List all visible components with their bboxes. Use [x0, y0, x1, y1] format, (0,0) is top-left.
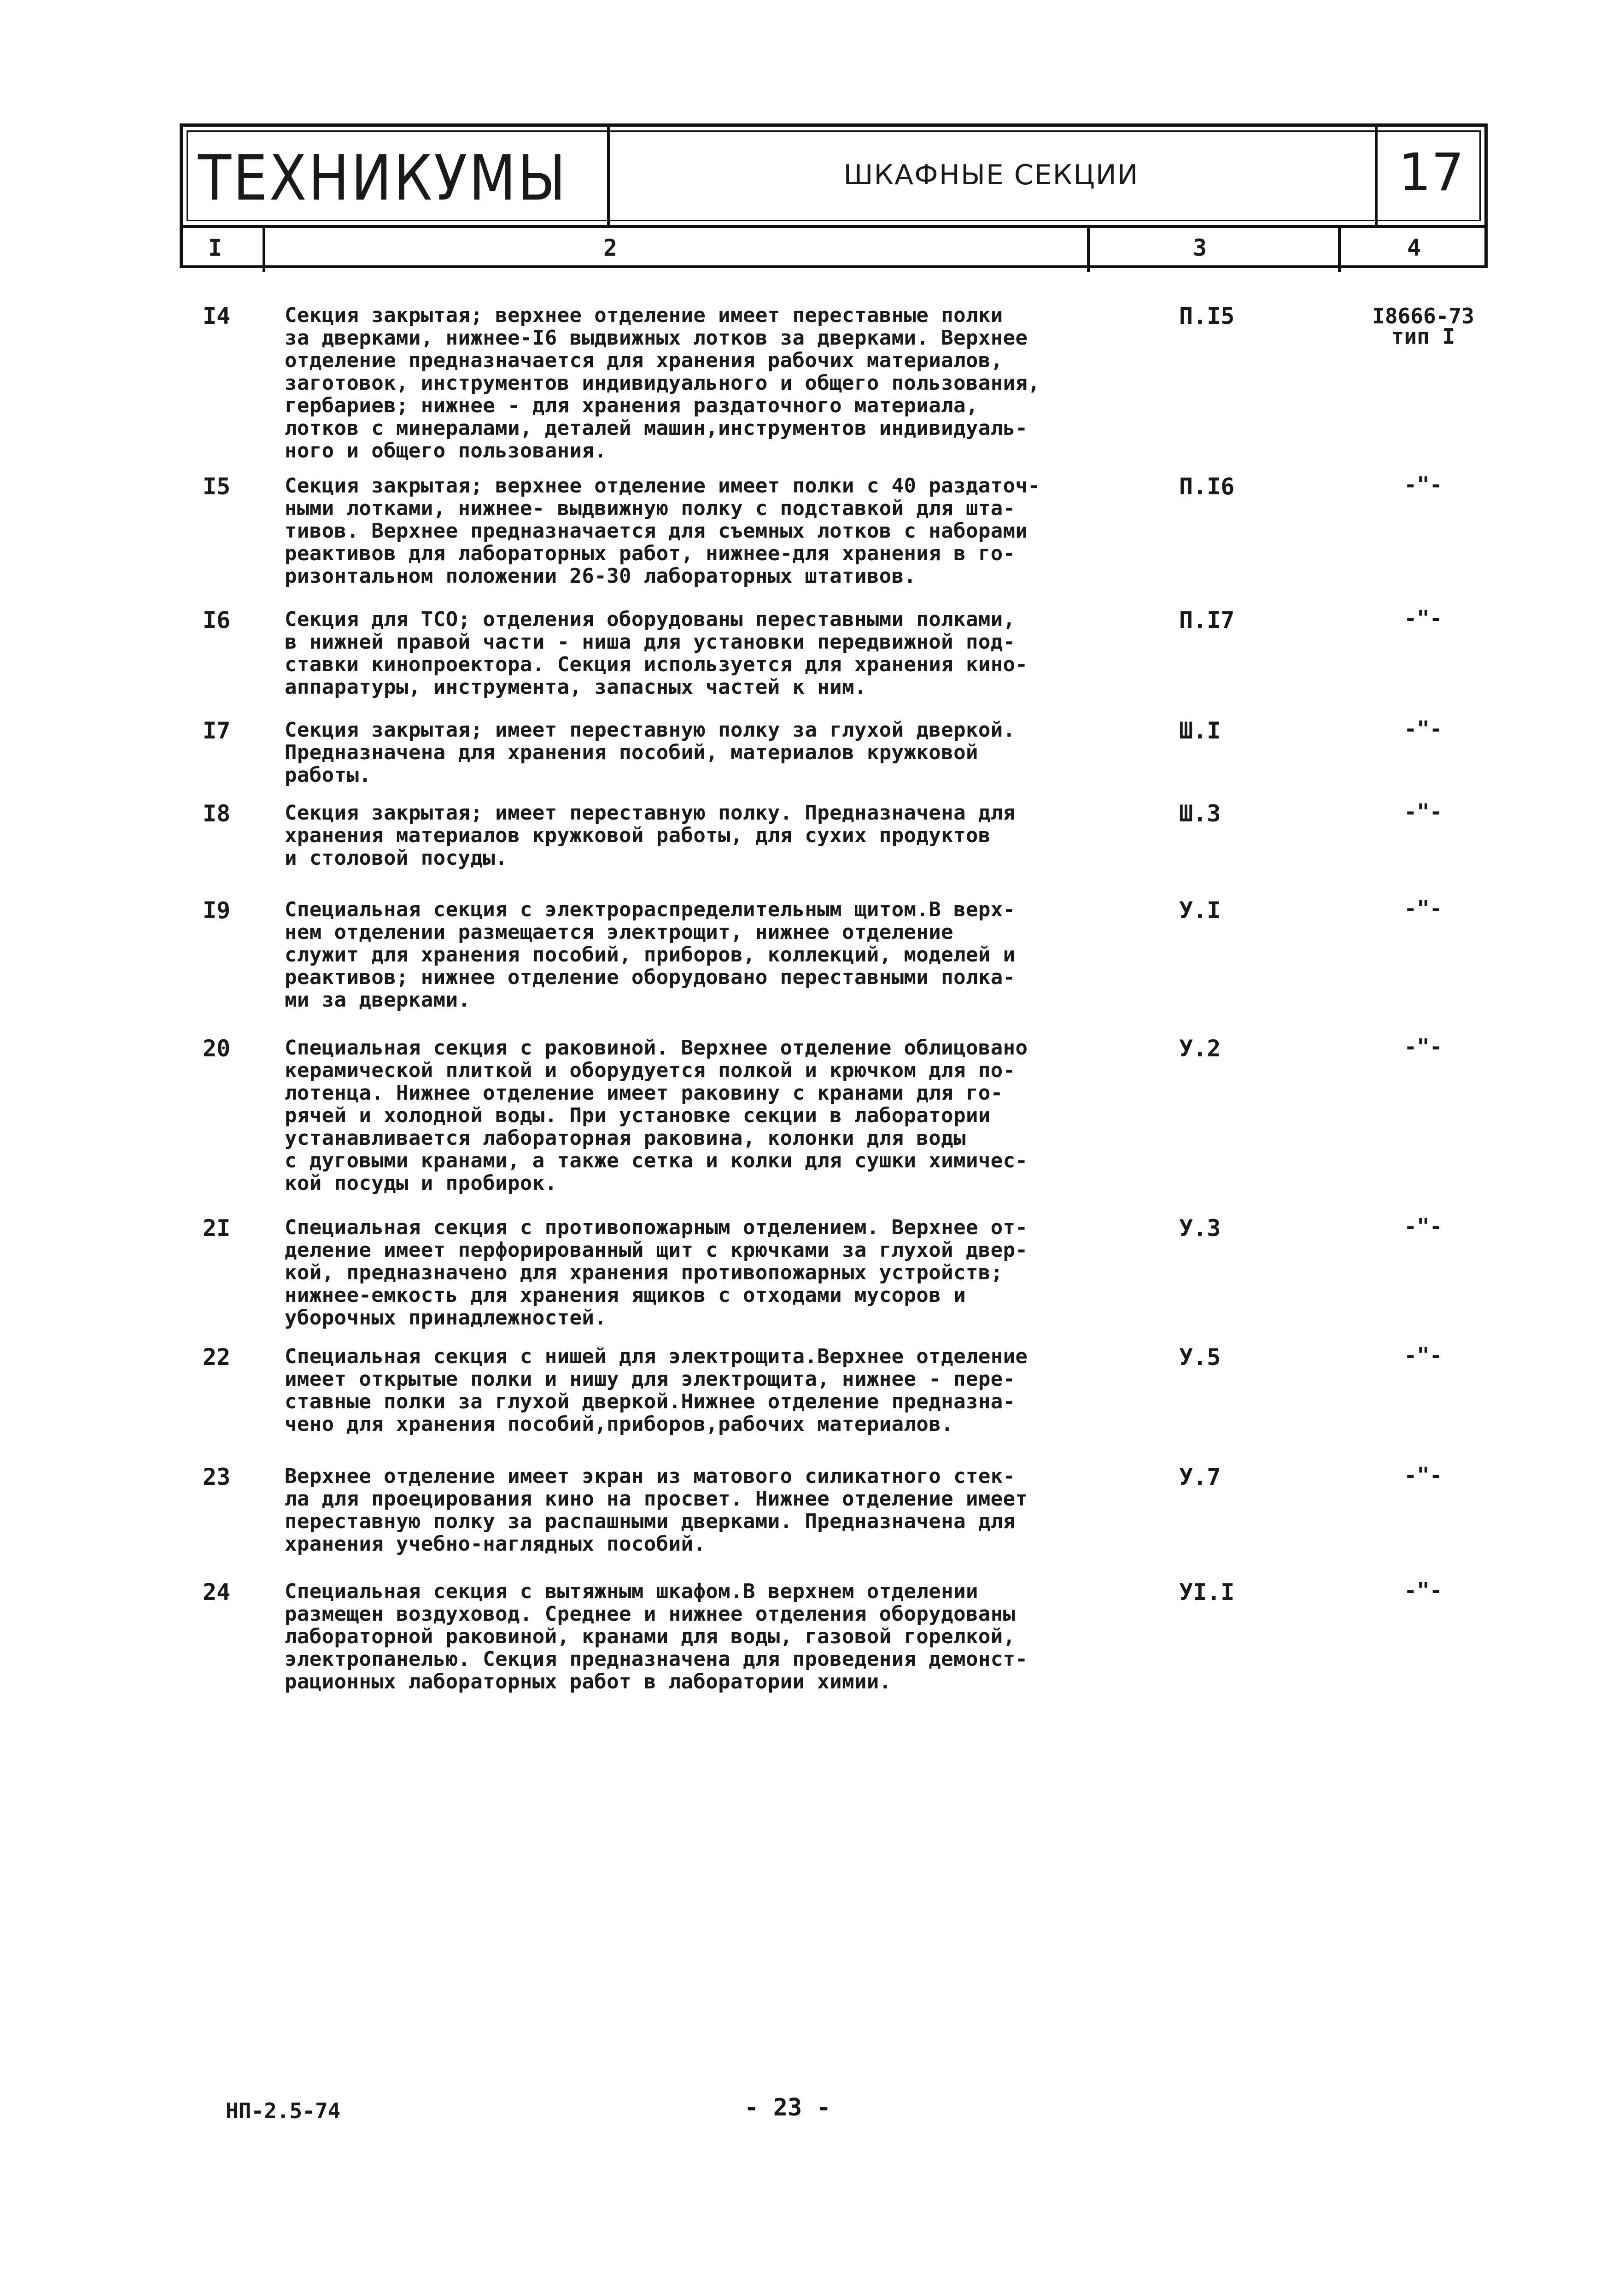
col-divider-1 [263, 226, 265, 272]
row-standard: I8666-73 тип I [1372, 304, 1474, 349]
row-reference: У.I [1179, 897, 1221, 924]
row-number: I7 [203, 717, 231, 744]
row-description: Специальная секция с электрораспределительным щитом.В верх- нем отделении размещается электрощит, нижнее отделение служит для хранения пособий, приборов, коллекций, моделей и реактивов; нижнее отделение оборудовано переставными полка- ми за дверками. [285, 898, 1016, 1012]
row-reference: П.I7 [1179, 607, 1235, 633]
column-number-3: 3 [1193, 234, 1207, 261]
row-number: 22 [203, 1344, 231, 1371]
row-description: Специальная секция с вытяжным шкафом.В верхнем отделении размещен воздуховод. Среднее и нижнее отделения оборудованы лабораторной раковиной, кранами для воды, газовой горелкой, электропанелью. Секция предназначена для проведения демонст- рационных лабораторных работ в лаборатории химии. [285, 1580, 1028, 1693]
row-number: I9 [203, 897, 231, 924]
document-title: ТЕХНИКУМЫ [198, 141, 568, 215]
row-reference: У.5 [1179, 1344, 1221, 1371]
row-standard: -"- [1404, 472, 1443, 497]
row-description: Секция закрытая; верхнее отделение имеет переставные полки за дверками, нижнее-I6 выдвижных лотков за дверками. Верхнее отделение предназначается для хранения рабочих материалов, заготовок, инструментов индивидуального и общего пользования, гербариев; нижнее - для хранения раздаточного материала, лотков с минералами, деталей машин,инструментов индивидуаль- ного и общего пользования. [285, 304, 1040, 463]
column-number-row [180, 226, 1488, 268]
row-standard: -"- [1404, 799, 1443, 824]
column-number-2: 2 [603, 234, 618, 261]
row-standard: -"- [1404, 1034, 1443, 1059]
row-standard: -"- [1404, 716, 1443, 741]
row-description: Специальная секция с раковиной. Верхнее отделение облицовано керамической плиткой и оборудуется полкой и крючком для по- лотенца. Нижнее отделение имеет раковину с кранами для го- рячей и холодной воды. При установке секции в лаборатории устанавливается лабораторная раковина, колонки для воды с дуговыми кранами, а также сетка и колки для сушки химичес- кой посуды и пробирок. [285, 1036, 1028, 1195]
row-number: I8 [203, 800, 231, 827]
page-number: - 23 - [744, 2094, 831, 2121]
row-description: Секция для ТСО; отделения оборудованы переставными полками, в нижней правой части - ниша для установки передвижной под- ставки кинопроектора. Секция используется для хранения кино- аппаратуры, инструмента, запасных частей к ним. [285, 608, 1028, 699]
row-number: 23 [203, 1464, 231, 1490]
col-divider-3 [1338, 226, 1341, 272]
row-description: Секция закрытая; имеет переставную полку. Предназначена для хранения материалов кружковой работы, для сухих продуктов и столовой посуды. [285, 801, 1016, 870]
document-code: НП-2.5-74 [226, 2098, 341, 2123]
row-description: Секция закрытая; имеет переставную полку за глухой дверкой. Предназначена для хранения пособий, материалов кружковой работы. [285, 718, 1016, 787]
row-description: Верхнее отделение имеет экран из матового силикатного стек- ла для проецирования кино на просвет. Нижнее отделение имеет переставную полку за распашными дверками. Предназначена для хранения учебно-наглядных пособий. [285, 1465, 1028, 1556]
row-standard: -"- [1404, 1463, 1443, 1488]
row-reference: У.3 [1179, 1215, 1221, 1242]
row-number: 20 [203, 1035, 231, 1062]
row-number: I4 [203, 303, 231, 329]
row-standard: -"- [1404, 896, 1443, 921]
column-number-4: 4 [1407, 234, 1421, 261]
row-standard: -"- [1404, 1343, 1443, 1368]
row-number: 2I [203, 1215, 231, 1242]
row-standard: -"- [1404, 1578, 1443, 1603]
sheet-number: 17 [1398, 143, 1464, 203]
col-divider-2 [1087, 226, 1090, 272]
row-reference: УI.I [1179, 1579, 1235, 1605]
row-standard: -"- [1404, 1214, 1443, 1239]
row-description: Секция закрытая; верхнее отделение имеет полки с 40 раздаточ- ными лотками, нижнее- выдвижную полку с подставкой для шта- тивов. Верхнее предназначается для съемных лотков с наборами реактивов для лабораторных работ, нижнее-для хранения в го- ризонтальном положении 26-30 лабораторных штативов. [285, 474, 1040, 588]
row-reference: П.I6 [1179, 473, 1235, 500]
row-reference: Ш.3 [1179, 800, 1221, 827]
row-reference: У.2 [1179, 1035, 1221, 1062]
row-description: Специальная секция с нишей для электрощита.Верхнее отделение имеет открытые полки и нишу для электрощита, нижнее - пере- ставные полки за глухой дверкой.Нижнее отделение предназна- чено для хранения пособий,приборов,рабочих материалов. [285, 1345, 1028, 1436]
row-reference: Ш.I [1179, 717, 1221, 744]
row-description: Специальная секция с противопожарным отделением. Верхнее от- деление имеет перфорированный щит с крючками за глухой двер- кой, предназначено для хранения противопожарных устройств; нижнее-емкость для хранения ящиков с отходами мусоров и уборочных принадлежностей. [285, 1216, 1028, 1330]
row-reference: П.I5 [1179, 303, 1235, 329]
row-number: 24 [203, 1579, 231, 1605]
document-subtitle: ШКАФНЫЕ СЕКЦИИ [843, 159, 1139, 191]
row-number: I6 [203, 607, 231, 633]
row-reference: У.7 [1179, 1464, 1221, 1490]
row-standard: -"- [1404, 606, 1443, 631]
column-number-1: I [208, 234, 222, 261]
row-number: I5 [203, 473, 231, 500]
